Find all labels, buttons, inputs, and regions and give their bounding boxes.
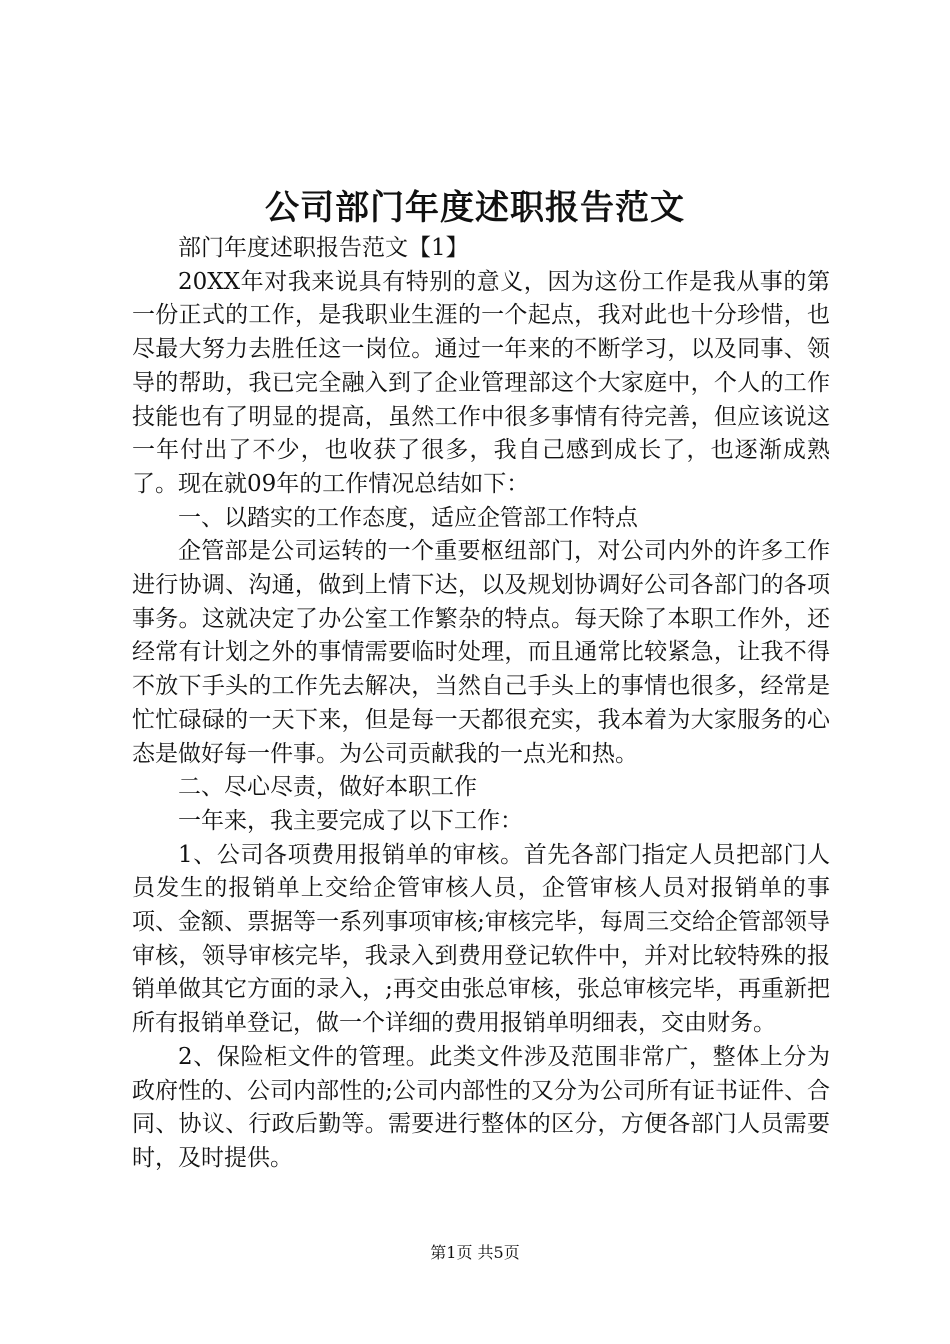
document-title: 公司部门年度述职报告范文 (265, 188, 685, 228)
paragraph-heading-1: 一、以踏实的工作态度，适应企管部工作特点 (178, 504, 638, 531)
paragraph-section-heading: 部门年度述职报告范文【1】 (178, 235, 469, 261)
page-footer: 第1页 共5页 (430, 1243, 520, 1262)
paragraph-safe-file-management: 2、保险柜文件的管理。此类文件涉及范围非常广，整体上分为政府性的、公司内部性的;公司内部性的又分为公司所有证书证件、合同、协议、行政后勤等。需要进行整体的区分，方便各部门人员需要时，及时提供。 (132, 1043, 830, 1171)
paragraph-heading-2: 二、尽心尽责，做好本职工作 (178, 774, 477, 801)
paragraph-work-summary: 一年来，我主要完成了以下工作： (178, 807, 523, 834)
document-body (132, 232, 830, 1176)
paragraph-expense-review: 1、公司各项费用报销单的审核。首先各部门指定人员把部门人员发生的报销单上交给企管审核人员，企管审核人员对报销单的事项、金额、票据等一系列事项审核;审核完毕，每周三交给企管部领导审核，领导审核完毕，我录入到费用登记软件中，并对比较特殊的报销单做其它方面的录入，;再交由张总审核，张总审核完毕，再重新把所有报销单登记，做一个详细的费用报销单明细表，交由财务。 (132, 841, 830, 1037)
paragraph-intro: 20XX年对我来说具有特别的意义，因为这份工作是我从事的第一份正式的工作，是我职业生涯的一个起点，我对此也十分珍惜，也尽最大努力去胜任这一岗位。通过一年来的不断学习，以及同事、领导的帮助，我已完全融入到了企业管理部这个大家庭中，个人的工作技能也有了明显的提高，虽然工作中很多事情有待完善，但应该说这一年付出了不少，也收获了很多，我自己感到成长了，也逐渐成熟了。现在就09年的工作情况总结如下： (132, 268, 830, 497)
paragraph-department-work: 企管部是公司运转的一个重要枢纽部门，对公司内外的许多工作进行协调、沟通，做到上情下达，以及规划协调好公司各部门的各项事务。这就决定了办公室工作繁杂的特点。每天除了本职工作外，还经常有计划之外的事情需要临时处理，而且通常比较紧急，让我不得不放下手头的工作先去解决，当然自己手头上的事情也很多，经常是忙忙碌碌的一天下来，但是每一天都很充实，我本着为大家服务的心态是做好每一件事。为公司贡献我的一点光和热。 (132, 538, 830, 767)
